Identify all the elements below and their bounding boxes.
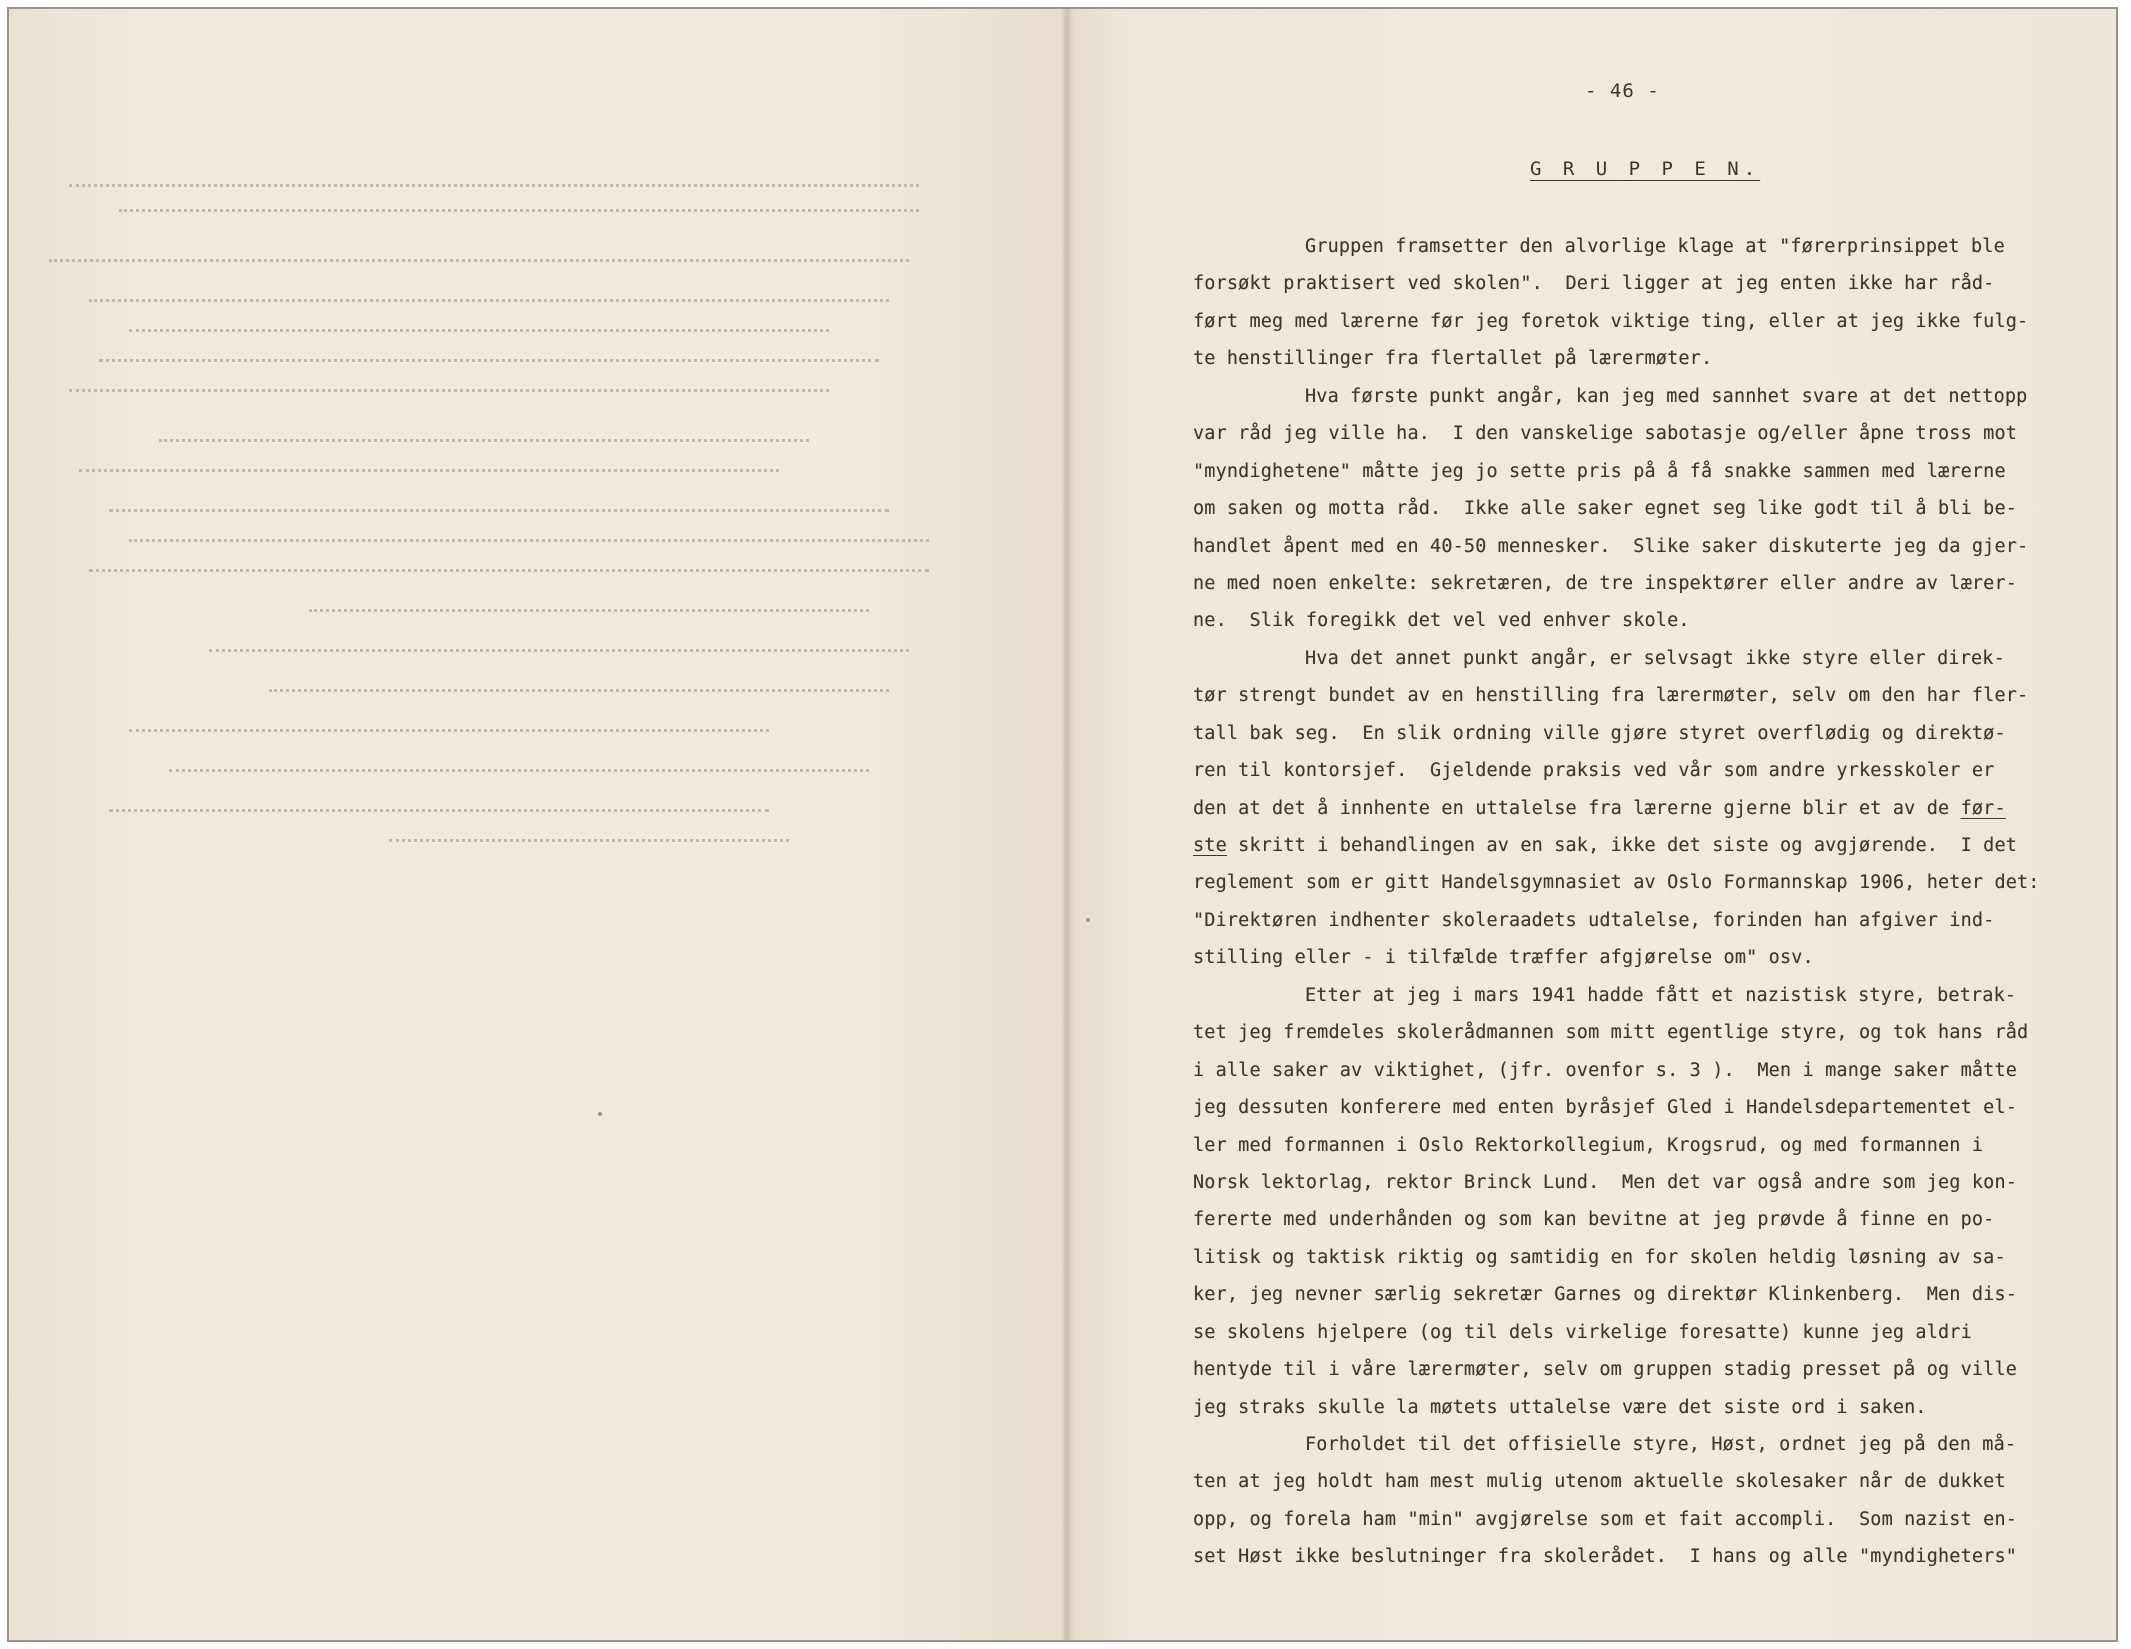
text-line: Etter at jeg i mars 1941 hadde fått et nazistisk styre, betrak- xyxy=(1305,984,2017,1006)
body-text xyxy=(1193,228,2103,1576)
bleed-through-line xyxy=(129,539,929,545)
text-line: ne med noen enkelte: sekretæren, de tre inspektører eller andre av lærer- xyxy=(1193,572,2018,594)
bleed-through-line xyxy=(109,509,889,515)
text-line: ren til kontorsjef. Gjeldende praksis ved vår som andre yrkesskoler er xyxy=(1193,760,1995,782)
text-line: te henstillinger fra flertallet på lærermøter. xyxy=(1193,348,1713,370)
text-line: ler med formannen i Oslo Rektorkollegium, Krogsrud, og med formannen i xyxy=(1193,1134,1984,1156)
page-heading: G R U P P E N. xyxy=(1530,158,1761,180)
text-line-segment: skritt i behandlingen av en sak, ikke det siste og avgjørende. I det xyxy=(1226,835,2018,856)
bleed-through-line xyxy=(209,649,909,655)
text-line: Hva første punkt angår, kan jeg med sannhet svare at det nettopp xyxy=(1305,385,2028,407)
text-line xyxy=(1193,790,2103,827)
text-line: i alle saker av viktighet, (jfr. ovenfor s. 3 ). Men i mange saker måtte xyxy=(1193,1059,2018,1081)
text-line: handlet åpent med en 40-50 mennesker. Slike saker diskuterte jeg da gjer- xyxy=(1193,535,2029,557)
text-line: "myndighetene" måtte jeg jo sette pris på å få snakke sammen med lærerne xyxy=(1193,460,2006,482)
stray-mark xyxy=(1086,918,1090,922)
text-line: stilling eller - i tilfælde træffer afgjørelse om" osv. xyxy=(1193,947,1814,969)
text-line: opp, og forela ham "min" avgjørelse som et fait accompli. Som nazist en- xyxy=(1193,1508,2018,1530)
text-line: var råd jeg ville ha. I den vanskelige sabotasje og/eller åpne tross mot xyxy=(1193,423,2018,445)
left-page xyxy=(9,9,1067,1640)
bleed-through-line xyxy=(69,184,919,190)
text-line: set Høst ikke beslutninger fra skolerådet. I hans og alle "myndigheters" xyxy=(1193,1546,2018,1568)
bleed-through-line xyxy=(129,729,769,735)
underlined-word: før- xyxy=(1960,797,2006,819)
bleed-through-line xyxy=(79,469,779,475)
bleed-through-line xyxy=(109,809,769,815)
text-line: tør strengt bundet av en henstilling fra lærermøter, selv om den har fler- xyxy=(1193,685,2029,707)
bleed-through-line xyxy=(129,329,829,335)
bleed-through-line xyxy=(89,299,889,305)
text-line: Hva det annet punkt angår, er selvsagt ikke styre eller direk- xyxy=(1305,647,2005,669)
text-line: om saken og motta råd. Ikke alle saker egnet seg like godt til å bli be- xyxy=(1193,498,2018,520)
bleed-through-text xyxy=(9,9,1067,1640)
bleed-through-line xyxy=(49,259,909,265)
bleed-through-line xyxy=(389,839,789,845)
text-line: forsøkt praktisert ved skolen". Deri ligger at jeg enten ikke har råd- xyxy=(1193,273,1995,295)
text-line: ne. Slik foregikk det vel ved enhver skole. xyxy=(1193,610,1690,632)
underlined-word: ste xyxy=(1193,835,1227,856)
stray-mark xyxy=(598,1112,602,1116)
text-line: reglement som er gitt Handelsgymnasiet av Oslo Formannskap 1906, heter det: xyxy=(1193,872,2040,894)
text-line: litisk og taktisk riktig og samtidig en for skolen heldig løsning av sa- xyxy=(1193,1246,2006,1268)
text-line: ført meg med lærerne før jeg foretok viktige ting, eller at jeg ikke fulg- xyxy=(1193,310,2029,332)
text-line: tet jeg fremdeles skolerådmannen som mitt egentlige styre, og tok hans råd xyxy=(1193,1022,2029,1044)
text-line: Norsk lektorlag, rektor Brinck Lund. Men det var også andre som jeg kon- xyxy=(1193,1171,2018,1193)
bleed-through-line xyxy=(69,389,829,395)
text-line: "Direktøren indhenter skoleraadets udtalelse, forinden han afgiver ind- xyxy=(1193,909,1995,931)
bleed-through-line xyxy=(99,359,879,365)
page-number: - 46 - xyxy=(1585,80,1660,102)
text-line: hentyde til i våre lærermøter, selv om gruppen stadig presset på og ville xyxy=(1193,1359,2018,1381)
bleed-through-line xyxy=(89,569,929,575)
bleed-through-line xyxy=(119,209,919,215)
text-line: jeg straks skulle la møtets uttalelse være det siste ord i saken. xyxy=(1193,1396,1927,1418)
text-line: ker, jeg nevner særlig sekretær Garnes og direktør Klinkenberg. Men dis- xyxy=(1193,1284,2018,1306)
bleed-through-line xyxy=(169,769,869,775)
bleed-through-line xyxy=(159,439,809,445)
text-line: fererte med underhånden og som kan bevitne at jeg prøvde å finne en po- xyxy=(1193,1209,1995,1231)
text-line: Gruppen framsetter den alvorlige klage at "førerprinsippet ble xyxy=(1305,236,2005,257)
bleed-through-line xyxy=(269,689,889,695)
text-line: Forholdet til det offisielle styre, Høst, ordnet jeg på den må- xyxy=(1305,1434,2017,1455)
text-line: ten at jeg holdt ham mest mulig utenom aktuelle skolesaker når de dukket xyxy=(1193,1471,2006,1493)
text-line: jeg dessuten konferere med enten byråsjef Gled i Handelsdepartementet el- xyxy=(1193,1097,2018,1119)
text-line-segment: den at det å innhente en uttalelse fra lærerne gjerne blir et av de xyxy=(1193,797,1961,819)
text-line: tall bak seg. En slik ordning ville gjøre styret overflødig og direktø- xyxy=(1193,722,2006,744)
text-line: se skolens hjelpere (og til dels virkelige foresatte) kunne jeg aldri xyxy=(1193,1321,1972,1343)
book-gutter xyxy=(1061,9,1073,1640)
bleed-through-line xyxy=(309,609,869,615)
text-line xyxy=(1193,827,2103,864)
